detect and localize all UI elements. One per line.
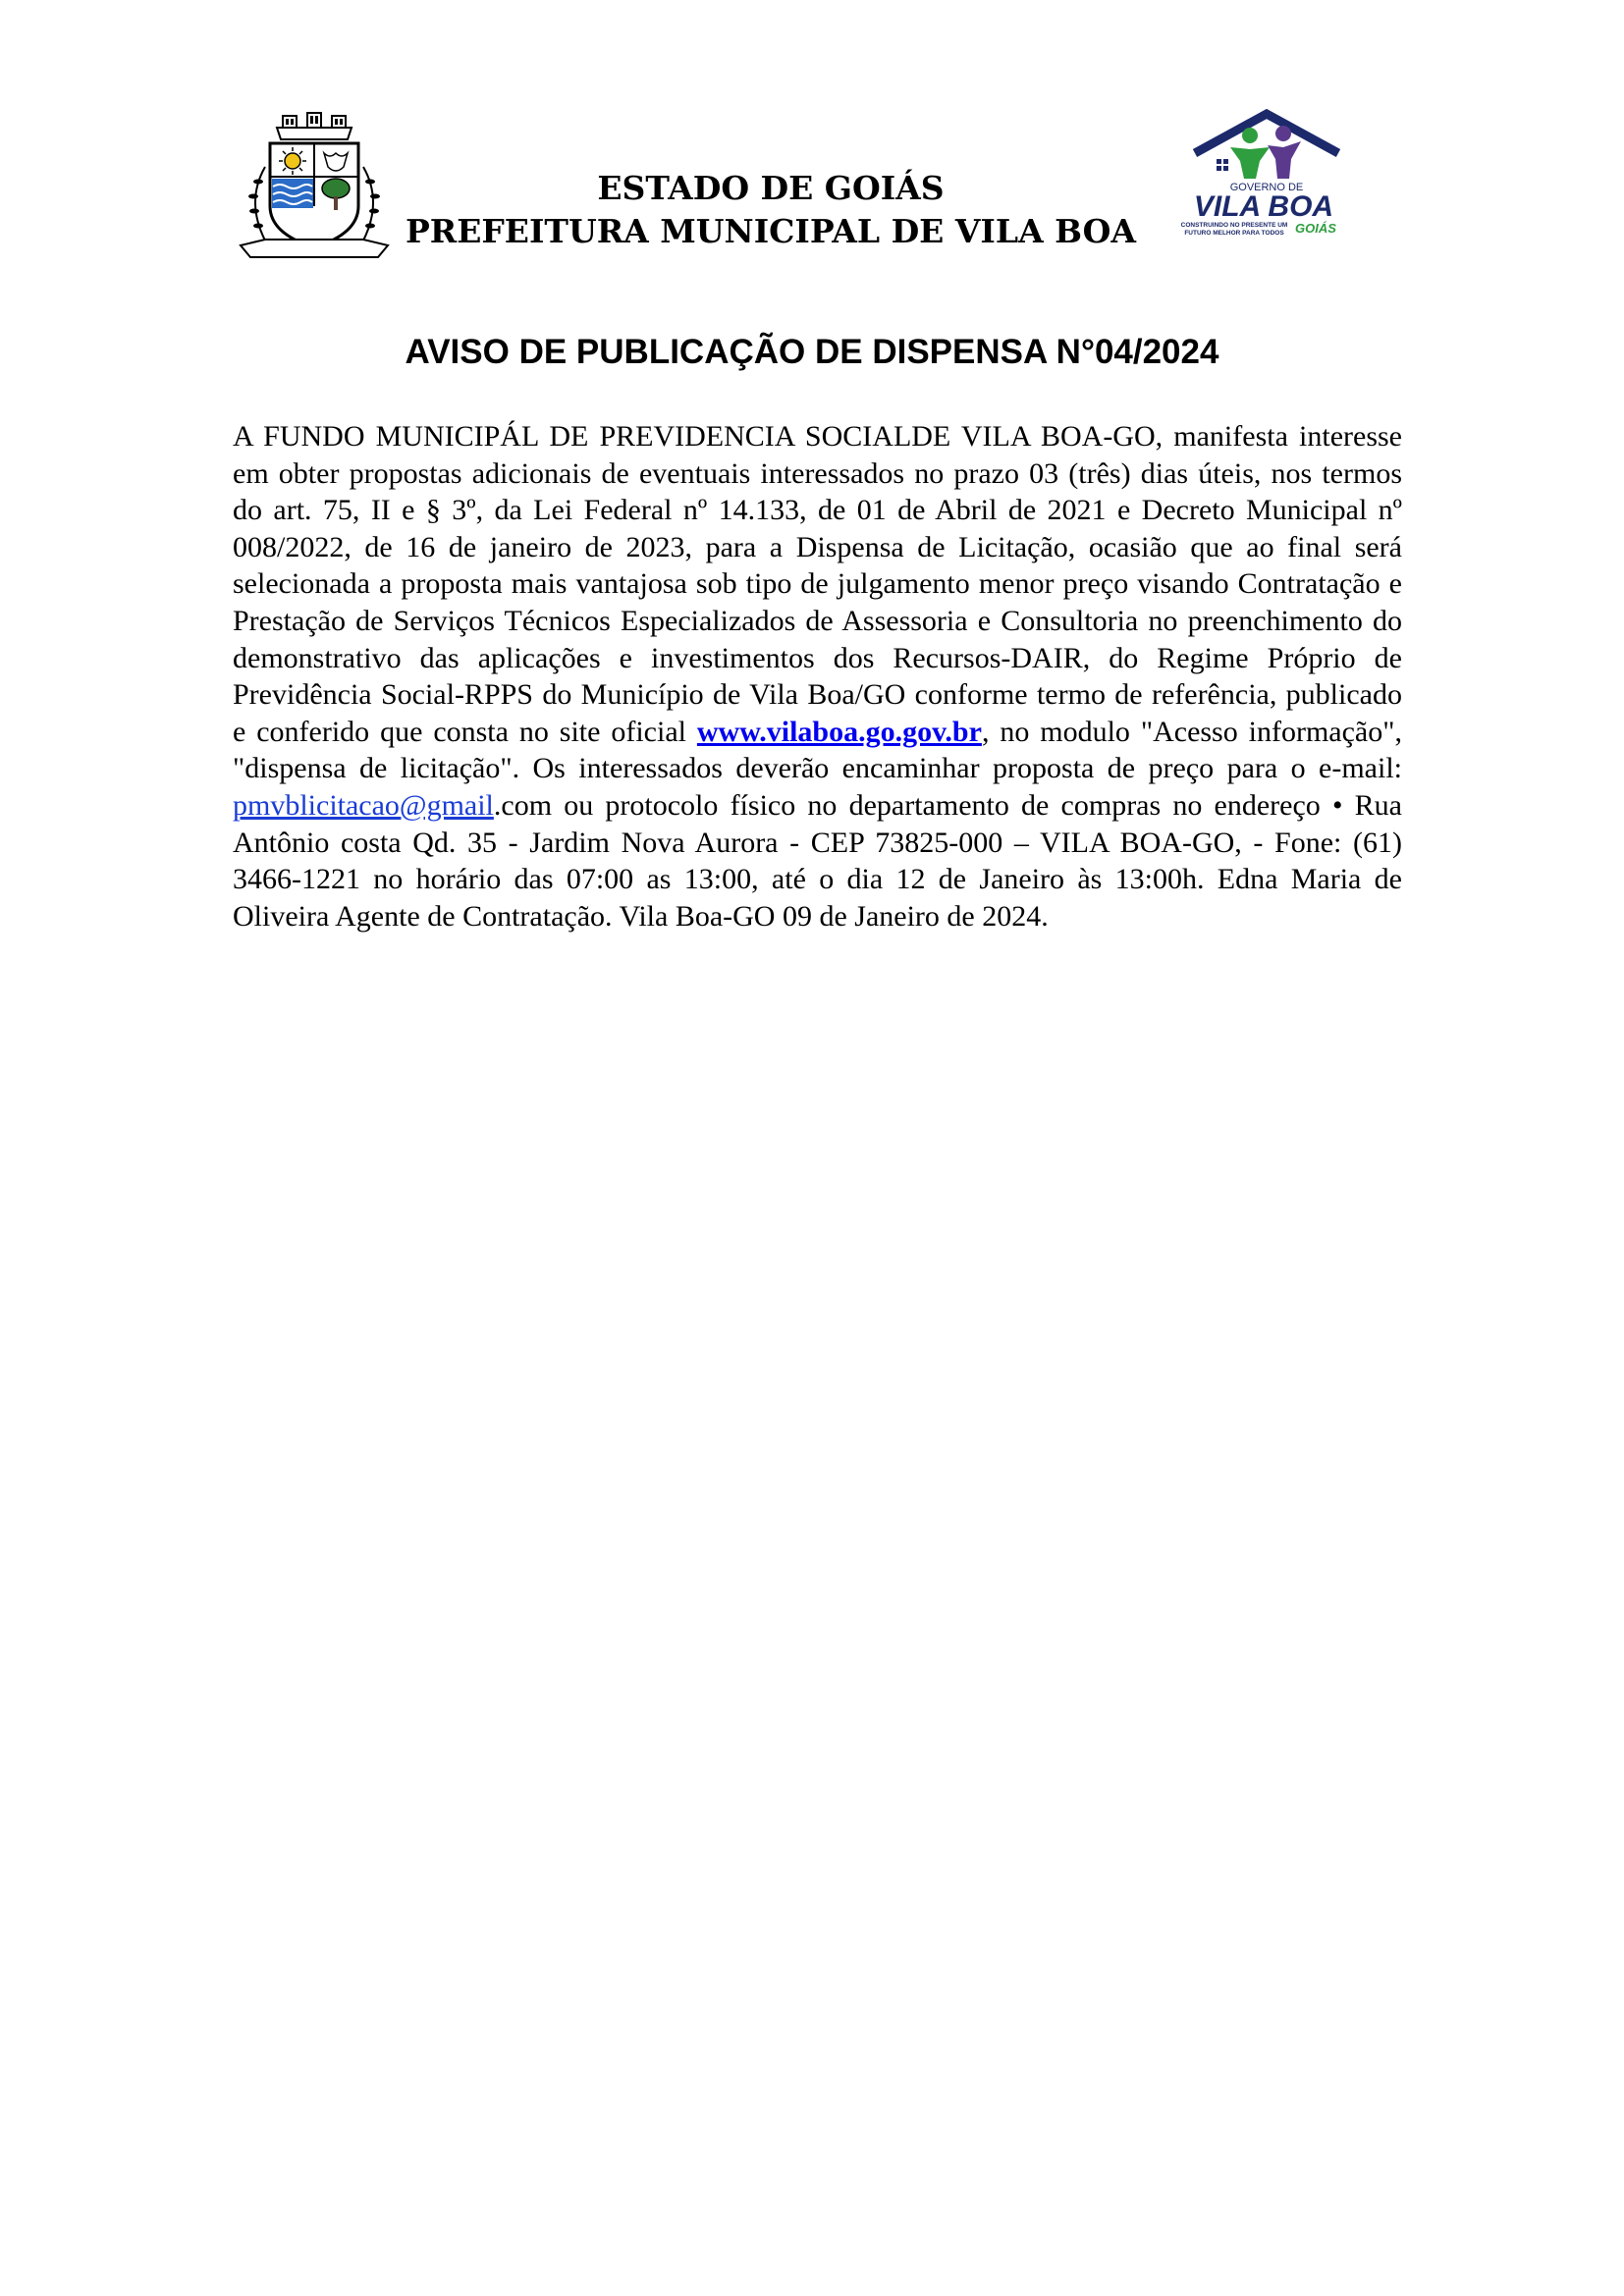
logo-tagline-2: FUTURO MELHOR PARA TODOS xyxy=(1184,230,1284,237)
email-link[interactable]: pmvblicitacao@gmail xyxy=(233,788,494,822)
letterhead-text xyxy=(393,167,1149,253)
notice-text-part-3: .com ou protocolo físico no departamento de compras no endereço • Rua Antônio costa Qd. 35 - Jardim Nova Aurora - CEP 73825-000 – VILA BOA-GO, - Fone: (61) 3466-1221 no horário das 07:00 as 13:00, até o dia 12 de Janeiro às 13:00h. Edna Maria de Oliveira Agente de Contratação. Vila Boa-GO 09 de Janeiro de 2024. xyxy=(233,788,1402,933)
logo-small-text: GOVERNO DE xyxy=(1229,182,1304,193)
governo-vila-boa-logo xyxy=(1173,106,1360,243)
logo-tagline-1: CONSTRUINDO NO PRESENTE UM xyxy=(1180,222,1288,229)
notice-title: AVISO DE PUBLICAÇÃO DE DISPENSA N°04/2024 xyxy=(405,333,1219,371)
logo-state: GOIÁS xyxy=(1295,221,1336,236)
logo-name: VILA BOA xyxy=(1193,190,1334,223)
coat-of-arms-logo xyxy=(226,108,403,265)
letterhead xyxy=(0,0,1624,294)
notice-text-part-2: , no modulo "Acesso informação", "dispensa de licitação". Os interessados deverão encaminhar proposta de preço para o e-mail: xyxy=(233,715,1402,785)
state-name: ESTADO DE GOIÁS xyxy=(597,169,945,207)
official-site-link[interactable]: www.vilaboa.go.gov.br xyxy=(696,715,982,748)
prefecture-name: PREFEITURA MUNICIPAL DE VILA BOA xyxy=(405,212,1137,250)
notice-text-part-1: A FUNDO MUNICIPÁL DE PREVIDENCIA SOCIALDE VILA BOA-GO, manifesta interesse em obter propostas adicionais de eventuais interessados no prazo 03 (três) dias úteis, nos termos do art. 75, II e § 3º, da Lei Federal nº 14.133, de 01 de Abril de 2021 e Decreto Municipal nº 008/2022, de 16 de janeiro de 2023, para a Dispensa de Licitação, ocasião que ao final será selecionada a proposta mais vantajosa sob tipo de julgamento menor preço visando Contratação e Prestação de Serviços Técnicos Especializados de Assessoria e Consultoria no preenchimento do demonstrativo das aplicações e investimentos dos Recursos-DAIR, do Regime Próprio de Previdência Social-RPPS do Município de Vila Boa/GO conforme termo de referência, publicado e conferido que consta no site oficial xyxy=(233,420,1402,748)
notice-body xyxy=(233,418,1402,934)
